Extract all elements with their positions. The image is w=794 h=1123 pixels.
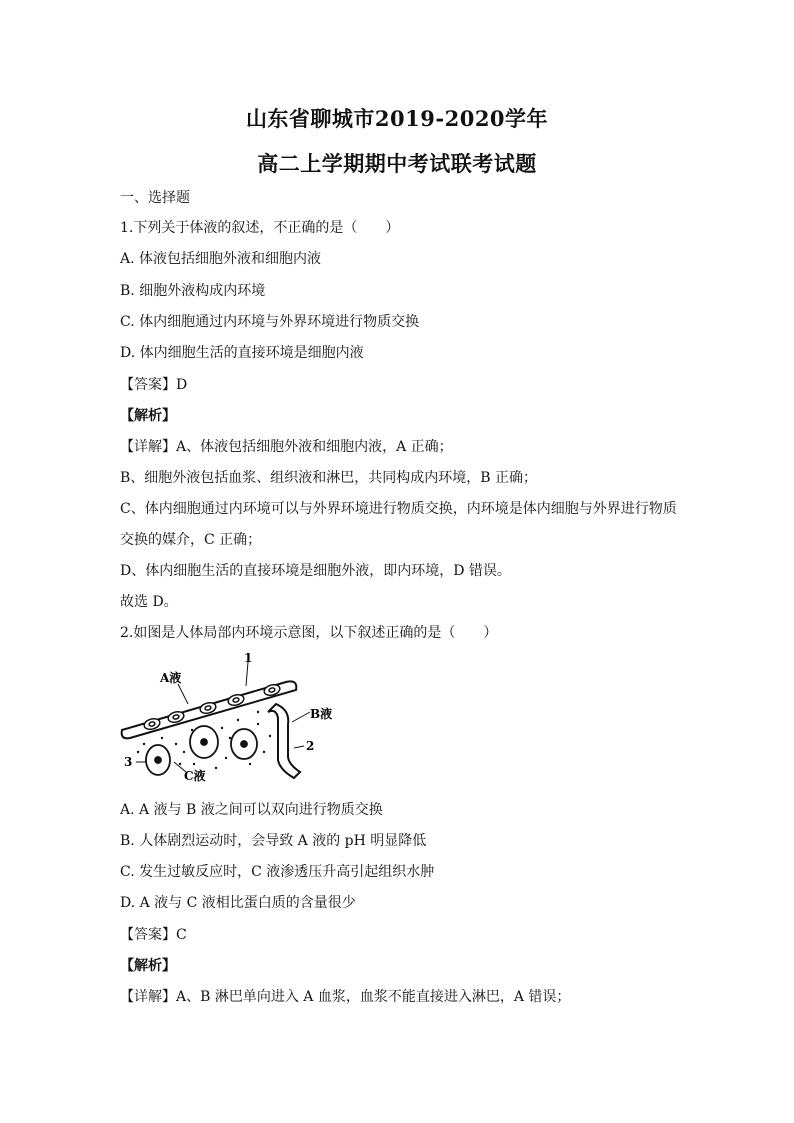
page-title-line1: 山东省聊城市2019-2020学年 (245, 106, 549, 131)
question-1-detail-line: C、体内细胞通过内环境可以与外界环境进行物质交换，内环境是体内细胞与外界进行物质 (120, 501, 677, 517)
question-1-detail-line: 故选 D。 (120, 594, 178, 610)
question-1-option-d: D. 体内细胞生活的直接环境是细胞内液 (120, 345, 364, 361)
question-1-option-b: B. 细胞外液构成内环境 (120, 283, 266, 299)
question-1-detail-line: 【详解】A、体液包括细胞外液和细胞内液，A 正确； (120, 439, 453, 455)
question-1-detail-line: D、体内细胞生活的直接环境是细胞外液，即内环境，D 错误。 (120, 563, 511, 579)
tissue-cells (146, 726, 257, 775)
question-1-option-a: A. 体液包括细胞外液和细胞内液 (120, 251, 322, 267)
question-1-detail-line: B、细胞外液包括血浆、组织液和淋巴，共同构成内环境，B 正确； (120, 470, 538, 486)
section-heading: 一、选择题 (120, 190, 190, 206)
question-2-answer: 【答案】C (120, 927, 187, 943)
question-2-option-a: A. A 液与 B 液之间可以双向进行物质交换 (120, 802, 383, 818)
label-3: 3 (124, 755, 133, 769)
question-1-analysis-heading: 【解析】 (120, 408, 176, 424)
label-b-liquid: B液 (310, 707, 333, 721)
question-2-option-d: D. A 液与 C 液相比蛋白质的含量很少 (120, 895, 356, 911)
question-2-detail-line: 【详解】A、B 淋巴单向进入 A 血浆，血浆不能直接进入淋巴，A 错误； (120, 989, 571, 1005)
label-c-liquid: C液 (184, 769, 206, 782)
lymph-vessel (268, 704, 300, 778)
question-1-option-c: C. 体内细胞通过内环境与外界环境进行物质交换 (120, 314, 420, 330)
page-title-line2: 高二上学期期中考试联考试题 (257, 151, 537, 176)
question-2-analysis-heading: 【解析】 (120, 958, 176, 974)
label-1: 1 (244, 652, 253, 665)
question-2-stem: 2.如图是人体局部内环境示意图，以下叙述正确的是（ ） (120, 625, 498, 641)
internal-environment-diagram (118, 652, 350, 782)
question-1-stem: 1.下列关于体液的叙述，不正确的是（ ） (120, 220, 400, 236)
question-2-option-b: B. 人体剧烈运动时，会导致 A 液的 pH 明显降低 (120, 833, 427, 849)
label-2: 2 (306, 739, 315, 753)
question-2-option-c: C. 发生过敏反应时，C 液渗透压升高引起组织水肿 (120, 864, 435, 880)
question-1-detail-line: 交换的媒介，C 正确； (120, 532, 262, 548)
label-a-liquid: A液 (160, 671, 182, 685)
question-1-answer: 【答案】D (120, 377, 188, 393)
